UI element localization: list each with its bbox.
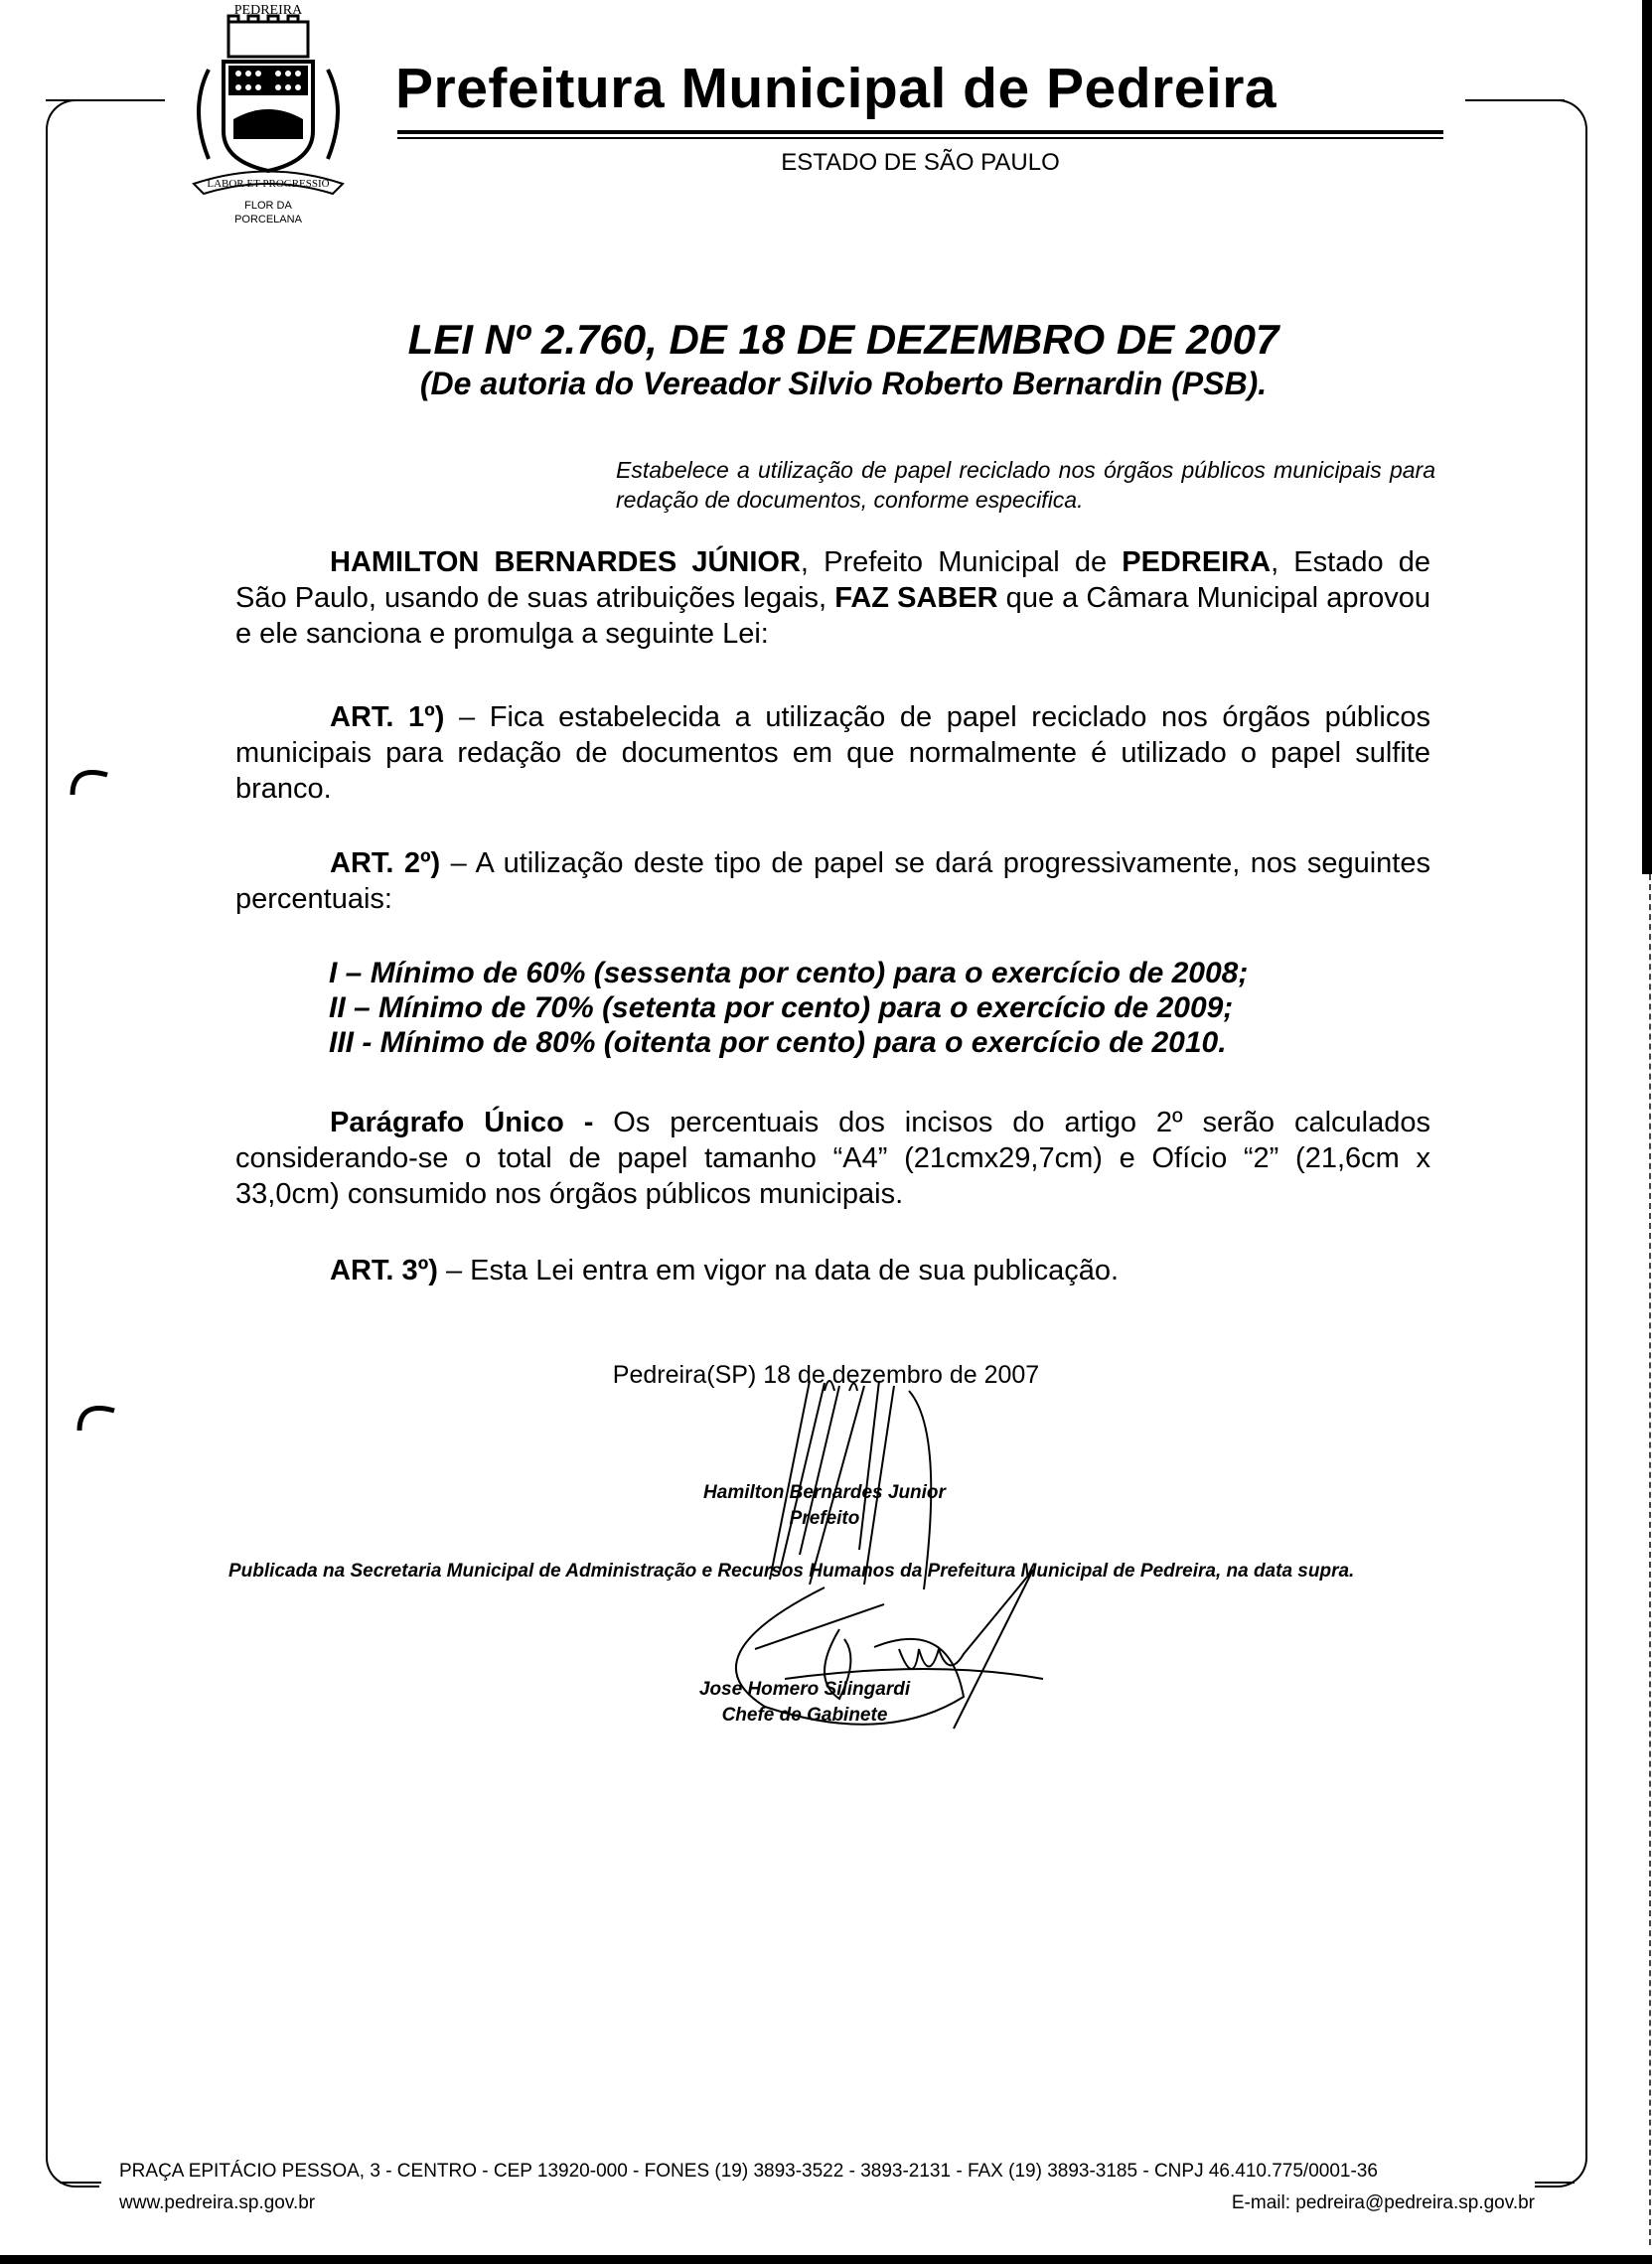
- paragraph-label: Parágrafo Único -: [330, 1107, 594, 1138]
- item-i: I – Mínimo de 60% (sessenta por cento) para o exercício de 2008;: [329, 957, 1249, 989]
- law-ementa: Estabelece a utilização de papel reciclado nos órgãos públicos municipais para redação de documentos, conforme especifica.: [616, 457, 1435, 513]
- article-label: ART. 2º): [330, 847, 441, 879]
- svg-text:PORCELANA: PORCELANA: [234, 214, 302, 226]
- item-iii: III - Mínimo de 80% (oitenta por cento) para o exercício de 2010.: [329, 1026, 1227, 1059]
- header-state: ESTADO DE SÃO PAULO: [781, 149, 1060, 176]
- item-ii: II – Mínimo de 70% (setenta por cento) para o exercício de 2009;: [329, 991, 1234, 1024]
- city-name: PEDREIRA: [1122, 546, 1272, 578]
- publication-note: Publicada na Secretaria Municipal de Administração e Recursos Humanos da Prefeitura Municipal de Pedreira, na data supra.: [228, 1561, 1355, 1582]
- preamble-text: que a Câmara Municipal aprovou e ele sanciona e promulga a seguinte Lei:: [235, 582, 1431, 650]
- footer-address: PRAÇA EPITÁCIO PESSOA, 3 - CENTRO - CEP 13920-000 - FONES (19) 3893-3522 - 3893-2131 - FAX (19) 3893-3185 - CNPJ 46.410.775/0001-36: [119, 2161, 1378, 2182]
- mayor-signature-title: Prefeito: [789, 1508, 860, 1529]
- punch-mark: [65, 760, 114, 800]
- law-author: (De autoria do Vereador Silvio Roberto Bernardin (PSB).: [419, 366, 1268, 401]
- footer-website[interactable]: www.pedreira.sp.gov.br: [119, 2192, 316, 2213]
- article-text: – Fica estabelecida a utilização de papel reciclado nos órgãos públicos municipais para redação de documentos em que normalmente é utilizado o papel sulfite branco.: [235, 701, 1430, 805]
- chief-signature-name: Jose Homero Silingardi: [698, 1679, 911, 1700]
- article-label: ART. 3º): [330, 1255, 438, 1286]
- preamble-text: , Estado de São Paulo, usando de suas atribuições legais,: [235, 546, 1430, 614]
- svg-text:LABOR ET PROGRESSIO: LABOR ET PROGRESSIO: [207, 178, 330, 190]
- mayor-name: HAMILTON BERNARDES JÚNIOR: [330, 546, 801, 578]
- date-line: Pedreira(SP) 18 de dezembro de 2007: [612, 1361, 1040, 1389]
- scan-bottom-edge: [0, 2255, 1652, 2264]
- scan-right-edge: [1642, 0, 1652, 874]
- header-title: Prefeitura Municipal de Pedreira: [395, 57, 1277, 120]
- punch-mark: [72, 1396, 121, 1435]
- mayor-signature-name: Hamilton Bernardes Junior: [703, 1482, 946, 1503]
- law-title: LEI Nº 2.760, DE 18 DE DEZEMBRO DE 2007: [407, 316, 1279, 363]
- faz-saber: FAZ SABER: [834, 582, 998, 614]
- article-text: – A utilização deste tipo de papel se dará progressivamente, nos seguintes percentuais:: [235, 847, 1430, 915]
- chief-signature-title: Chefe de Gabinete: [721, 1705, 888, 1726]
- preamble-text: , Prefeito Municipal de: [800, 546, 1123, 578]
- svg-text:FLOR DA: FLOR DA: [244, 200, 292, 212]
- scan-right-edge-dashed: [1649, 874, 1651, 2245]
- article-label: ART. 1º): [330, 701, 445, 733]
- article-text: – Esta Lei entra em vigor na data de sua publicação.: [437, 1255, 1120, 1286]
- svg-text:PEDREIRA: PEDREIRA: [233, 3, 303, 18]
- footer-email[interactable]: E-mail: pedreira@pedreira.sp.gov.br: [1231, 2192, 1535, 2213]
- paragraph-text: Os percentuais dos incisos do artigo 2º serão calculados considerando-se o total de papel tamanho “A4” (21cmx29,7cm) e Ofício “2” (21,6cm x 33,0cm) consumido nos órgãos públicos municipais.: [235, 1107, 1430, 1210]
